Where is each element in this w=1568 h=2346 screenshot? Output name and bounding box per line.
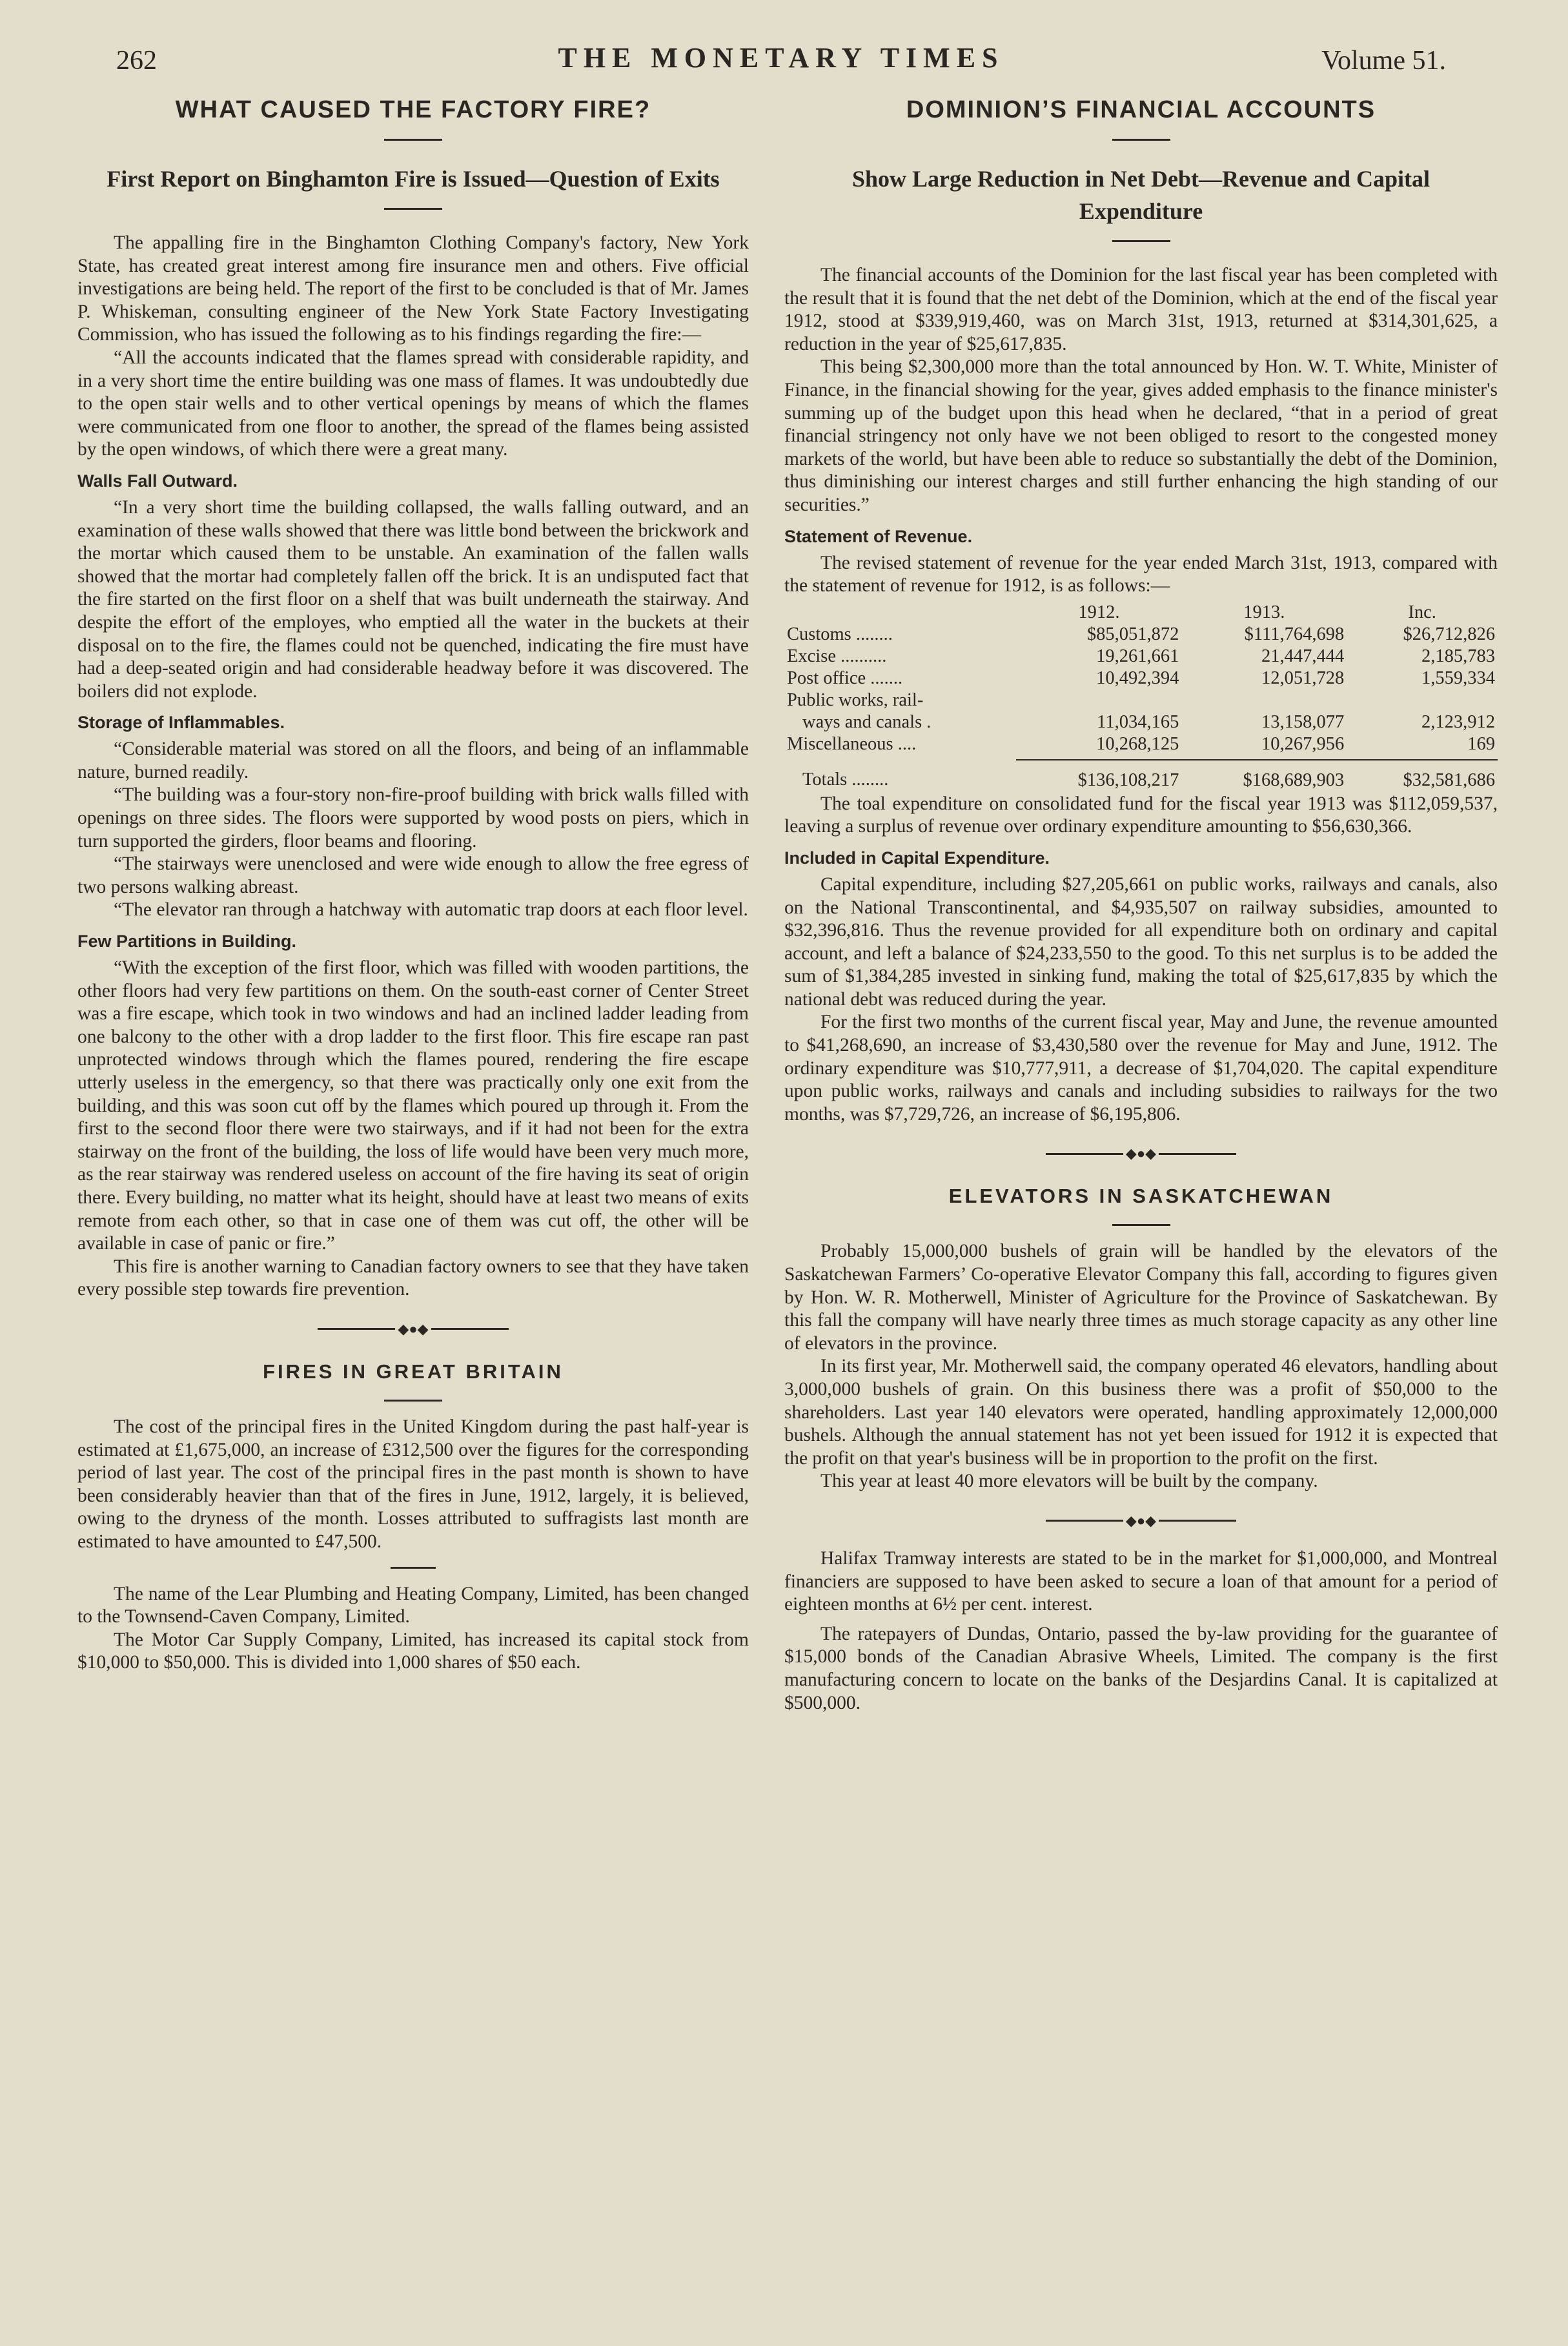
factory-fire-article — [77, 94, 749, 1301]
section-heading: Included in Capital Expenditure. — [784, 848, 1050, 868]
table-header-cell: 1912. — [1078, 602, 1120, 622]
elevators-article — [784, 1180, 1498, 1493]
section-ornament — [784, 1513, 1498, 1528]
cell-1913: $168,689,903 — [1243, 770, 1345, 790]
cell-1913: 12,051,728 — [1261, 668, 1345, 688]
section-heading: Walls Fall Outward. — [77, 471, 238, 491]
paragraph: “The building was a four-story non-fire-proof building with brick walls filled with openings on three sides. The floors were supported by wood posts on piers, which in turn supported the girders, floor beams and flooring. — [77, 784, 749, 852]
left-column — [77, 94, 749, 1675]
paragraph: “All the accounts indicated that the flames spread with considerable rapidity, and in a very short time the entire building was one mass of flames. It was undoubtedly due to the open stair wells and to other vertical openings by means of which the flames were communicated from one floor to another, the spread of the flames being assisted by the open windows, of which there were a great many. — [77, 347, 749, 460]
article-title: FIRES IN GREAT BRITAIN — [263, 1360, 564, 1383]
ornament-glyph: ◆●◆ — [1125, 1145, 1157, 1162]
cell-1912: $136,108,217 — [1077, 770, 1179, 790]
cell-inc: 169 — [1467, 733, 1495, 754]
brief-notes — [784, 1547, 1498, 1715]
paragraph: The financial accounts of the Dominion for the last fiscal year has been completed with the result that it is found that the net debt of the Dominion, which at the end of the fiscal year 1912, stood at $339,919,460, was on March 31st, 1913, returned at $314,301,625, a reduction in the year of $25,617,835. — [784, 265, 1498, 354]
dominion-accounts-article — [784, 94, 1498, 1126]
table-header-cell — [784, 602, 1016, 624]
sum-rule-row — [784, 755, 1498, 760]
subhead-rule — [1112, 240, 1170, 242]
section-heading: Storage of Inflammables. — [77, 713, 285, 733]
cell-1912: 10,268,125 — [1096, 733, 1179, 754]
article-title: ELEVATORS IN SASKATCHEWAN — [948, 1185, 1334, 1208]
page-number: 262 — [116, 46, 157, 76]
paragraph: “Considerable material was stored on all the floors, and being of an inflammable nature, burned readily. — [77, 739, 749, 782]
section-heading: Few Partitions in Building. — [77, 932, 297, 952]
cell-1913: 10,267,956 — [1261, 733, 1345, 754]
title-rule — [1112, 139, 1170, 141]
revenue-table — [784, 602, 1498, 791]
row-label: Post office ....... — [787, 668, 903, 688]
running-head — [116, 41, 1446, 83]
paragraph: In its first year, Mr. Motherwell said, the company operated 46 elevators, handling about 3,000,000 bushels of grain. On this business there was a profit of $50,000 to the shareholders. Last year 140 elevators were operated, handling approximately 12,000,000 bushels. Although the annual statement has not yet been issued for 1912 it is expected that the profit on that year's business will be in proportion to the profit on the first. — [784, 1356, 1498, 1469]
ornament-glyph: ◆●◆ — [398, 1320, 429, 1337]
table-row — [784, 668, 1498, 689]
ornament-glyph: ◆●◆ — [1125, 1512, 1157, 1529]
row-label: Miscellaneous .... — [787, 733, 917, 754]
article-title: WHAT CAUSED THE FACTORY FIRE? — [175, 96, 651, 123]
table-header-cell: Inc. — [1408, 602, 1436, 622]
fires-britain-article — [77, 1356, 749, 1554]
table-total-row — [784, 760, 1498, 791]
row-label: Public works, rail- — [787, 689, 924, 710]
title-rule — [384, 139, 442, 141]
masthead: THE MONETARY TIMES — [558, 42, 1004, 74]
table-row — [784, 733, 1498, 755]
paragraph: The toal expenditure on consolidated fund for the fiscal year 1913 was $112,059,537, leaving a surplus of revenue over ordinary expenditure amounting to $56,630,366. — [784, 793, 1498, 837]
paragraph: “The stairways were unenclosed and were wide enough to allow the free egress of two persons walking abreast. — [77, 853, 749, 897]
paragraph: “In a very short time the building collapsed, the walls falling outward, and an examination of these walls showed that there was little bond between the brickwork and the mortar which caused them to be unstable. An examination of the fallen walls showed that the mortar had completely fallen off the brick. It is an undisputed fact that the fire started on the first floor on a shelf that was built underneath the stairway. And despite the effort of the employes, who emptied all the water in the buckets at their disposal on to the fire, the flames could not be quenched, indicating the fire must have had a deep-seated origin and had considerable headway before it was discovered. The boilers did not explode. — [77, 496, 749, 702]
table-row — [784, 624, 1498, 646]
volume-label: Volume 51. — [1321, 46, 1446, 76]
paragraph: The ratepayers of Dundas, Ontario, passed the by-law providing for the guarantee of $15,000 bonds of the Canadian Abrasive Wheels, Limited. The company is the first manufacturing concern to locate on the banks of the Desjardins Canal. It is capitalized at $500,000. — [784, 1623, 1498, 1713]
cell-1912 — [1016, 689, 1181, 711]
cell-inc: $26,712,826 — [1403, 624, 1495, 644]
cell-1913: $111,764,698 — [1244, 624, 1345, 644]
section-heading: Statement of Revenue. — [784, 526, 973, 546]
table-row — [784, 711, 1498, 733]
paragraph: This being $2,300,000 more than the total announced by Hon. W. T. White, Minister of Finance, in the financial showing for the year, gives added emphasis to the finance minister's summing up of the budget upon this head when he declared, “that in a period of great financial stringency not only have we not been obliged to resort to the congested money markets of the world, but have been able to reduce so substantially the debt of the Dominion, thus diminishing our interest charges and still further enhancing the high standing of our securities.” — [784, 356, 1498, 515]
paragraph: The revised statement of revenue for the year ended March 31st, 1913, compared with the statement of revenue for 1912, is as follows:— — [784, 552, 1498, 597]
cell-inc: 1,559,334 — [1421, 668, 1495, 688]
cell-inc: 2,185,783 — [1421, 646, 1495, 666]
article-subhead: First Report on Binghamton Fire is Issued—Question of Exits — [107, 166, 720, 192]
cell-inc — [1347, 689, 1498, 711]
paragraph: This fire is another warning to Canadian factory owners to see that they have taken every possible step towards fire prevention. — [77, 1256, 749, 1300]
paragraph: The cost of the principal fires in the United Kingdom during the past half-year is estimated at £1,675,000, an increase of £312,500 over the figures for the corresponding period of last year. The cost of the principal fires in the past month is shown to have been considerably heavier than that of the fires in June, 1912, largely, it is believed, owing to the dryness of the month. Losses attributed to suffragists last month are estimated to have amounted to £47,500. — [77, 1416, 749, 1552]
cell-inc: $32,581,686 — [1403, 770, 1495, 790]
table-header-row — [784, 602, 1498, 624]
row-label: Totals ........ — [802, 770, 889, 790]
table-row — [784, 689, 1498, 711]
cell-1913: 21,447,444 — [1261, 646, 1345, 666]
right-column — [784, 94, 1498, 1715]
cell-inc: 2,123,912 — [1421, 711, 1495, 732]
cell-1913 — [1181, 689, 1347, 711]
paragraph: The Motor Car Supply Company, Limited, has increased its capital stock from $10,000 to $50,000. This is divided into 1,000 shares of $50 each. — [77, 1629, 749, 1673]
table-row — [784, 646, 1498, 668]
paragraph: “With the exception of the first floor, which was filled with wooden partitions, the other floors had very few partitions on them. On the south-east corner of Center Street was a fire escape, which took in two windows and had an inclined ladder leading from one balcony to the other with a drop ladder to the first floor. This fire escape ran past unprotected windows through which the flames poured, rendering the fire escape utterly useless in the emergency, so that there was practically only one exit from the building, and this was soon cut off by the flames which poured up through it. From the first to the second floor there were two stairways, and if it had not been for the extra stairway on the front of the building, the loss of life would have been very much more, as the rear stairway was rendered useless on account of the fire having its seat of origin there. Every building, no matter what its height, should have at least two means of exits remote from each other, so that in case one of them was cut off, the other will be available in case of panic or fire.” — [77, 957, 749, 1254]
company-notes — [77, 1583, 749, 1675]
subhead-rule — [384, 208, 442, 210]
paragraph: The appalling fire in the Binghamton Clothing Company's factory, New York State, has created great interest among fire insurance men and others. Five official investigations are being held. The report of the first to be concluded is that of Mr. James P. Whiskeman, consulting engineer of the New York State Factory Investigating Commission, who has issued the following as to his findings regarding the fire:— — [77, 232, 749, 345]
title-rule — [1112, 1224, 1170, 1226]
article-title: DOMINION’S FINANCIAL ACCOUNTS — [906, 96, 1376, 123]
paragraph: “The elevator ran through a hatchway with automatic trap doors at each floor level. — [114, 899, 748, 921]
paragraph: Halifax Tramway interests are stated to be in the market for $1,000,000, and Montreal financiers are supposed to have been asked to secure a loan of that amount for a period of eighteen months at 6½ per cent. interest. — [784, 1547, 1498, 1615]
paragraph: Capital expenditure, including $27,205,661 on public works, railways and canals, also on the National Transcontinental, and $4,935,507 on railway subsidies, amounted to $32,396,816. Thus the revenue provided for all expenditure both on ordinary and capital account, and left a balance of $24,233,550 to the good. To this net surplus is to be added the sum of $1,384,285 invested in sinking fund, making the total of $25,617,835 by which the national debt was reduced during the year. — [784, 873, 1498, 1010]
row-label: Customs ........ — [787, 624, 893, 644]
paragraph: For the first two months of the current fiscal year, May and June, the revenue amounted to $41,268,690, an increase of $3,430,580 over the revenue for May and June, 1912. The ordinary expenditure was $10,777,911, a decrease of $1,704,020. The capital expenditure upon public works, railways and canals and including subsidies to railways for the two months, was $7,729,726, an increase of $6,195,806. — [784, 1012, 1498, 1125]
divider-rule — [391, 1567, 436, 1569]
paragraph: The name of the Lear Plumbing and Heating Company, Limited, has been changed to the Townsend-Caven Company, Limited. — [77, 1583, 749, 1627]
cell-1912: 10,492,394 — [1096, 668, 1179, 688]
cell-1912: 11,034,165 — [1097, 711, 1179, 732]
section-ornament — [784, 1145, 1498, 1161]
cell-1912: $85,051,872 — [1086, 624, 1179, 644]
cell-1913: 13,158,077 — [1261, 711, 1345, 732]
paragraph: Probably 15,000,000 bushels of grain will be handled by the elevators of the Saskatchewan Farmers’ Co-operative Elevator Company this fall, according to figures given by Hon. W. R. Motherwell, Minister of Agriculture for the Province of Saskatchewan. By this fall the company will have nearly three times as much storage capacity as any other line of elevators in the province. — [784, 1241, 1498, 1354]
paragraph: This year at least 40 more elevators will be built by the company. — [820, 1471, 1318, 1492]
row-label: Excise .......... — [787, 646, 887, 666]
table-header-cell: 1913. — [1243, 602, 1285, 622]
article-subhead: Show Large Reduction in Net Debt—Revenue and Capital Expenditure — [851, 166, 1431, 224]
row-label: ways and canals . — [802, 711, 932, 732]
title-rule — [384, 1400, 442, 1402]
section-ornament — [77, 1321, 749, 1336]
cell-1912: 19,261,661 — [1096, 646, 1179, 666]
